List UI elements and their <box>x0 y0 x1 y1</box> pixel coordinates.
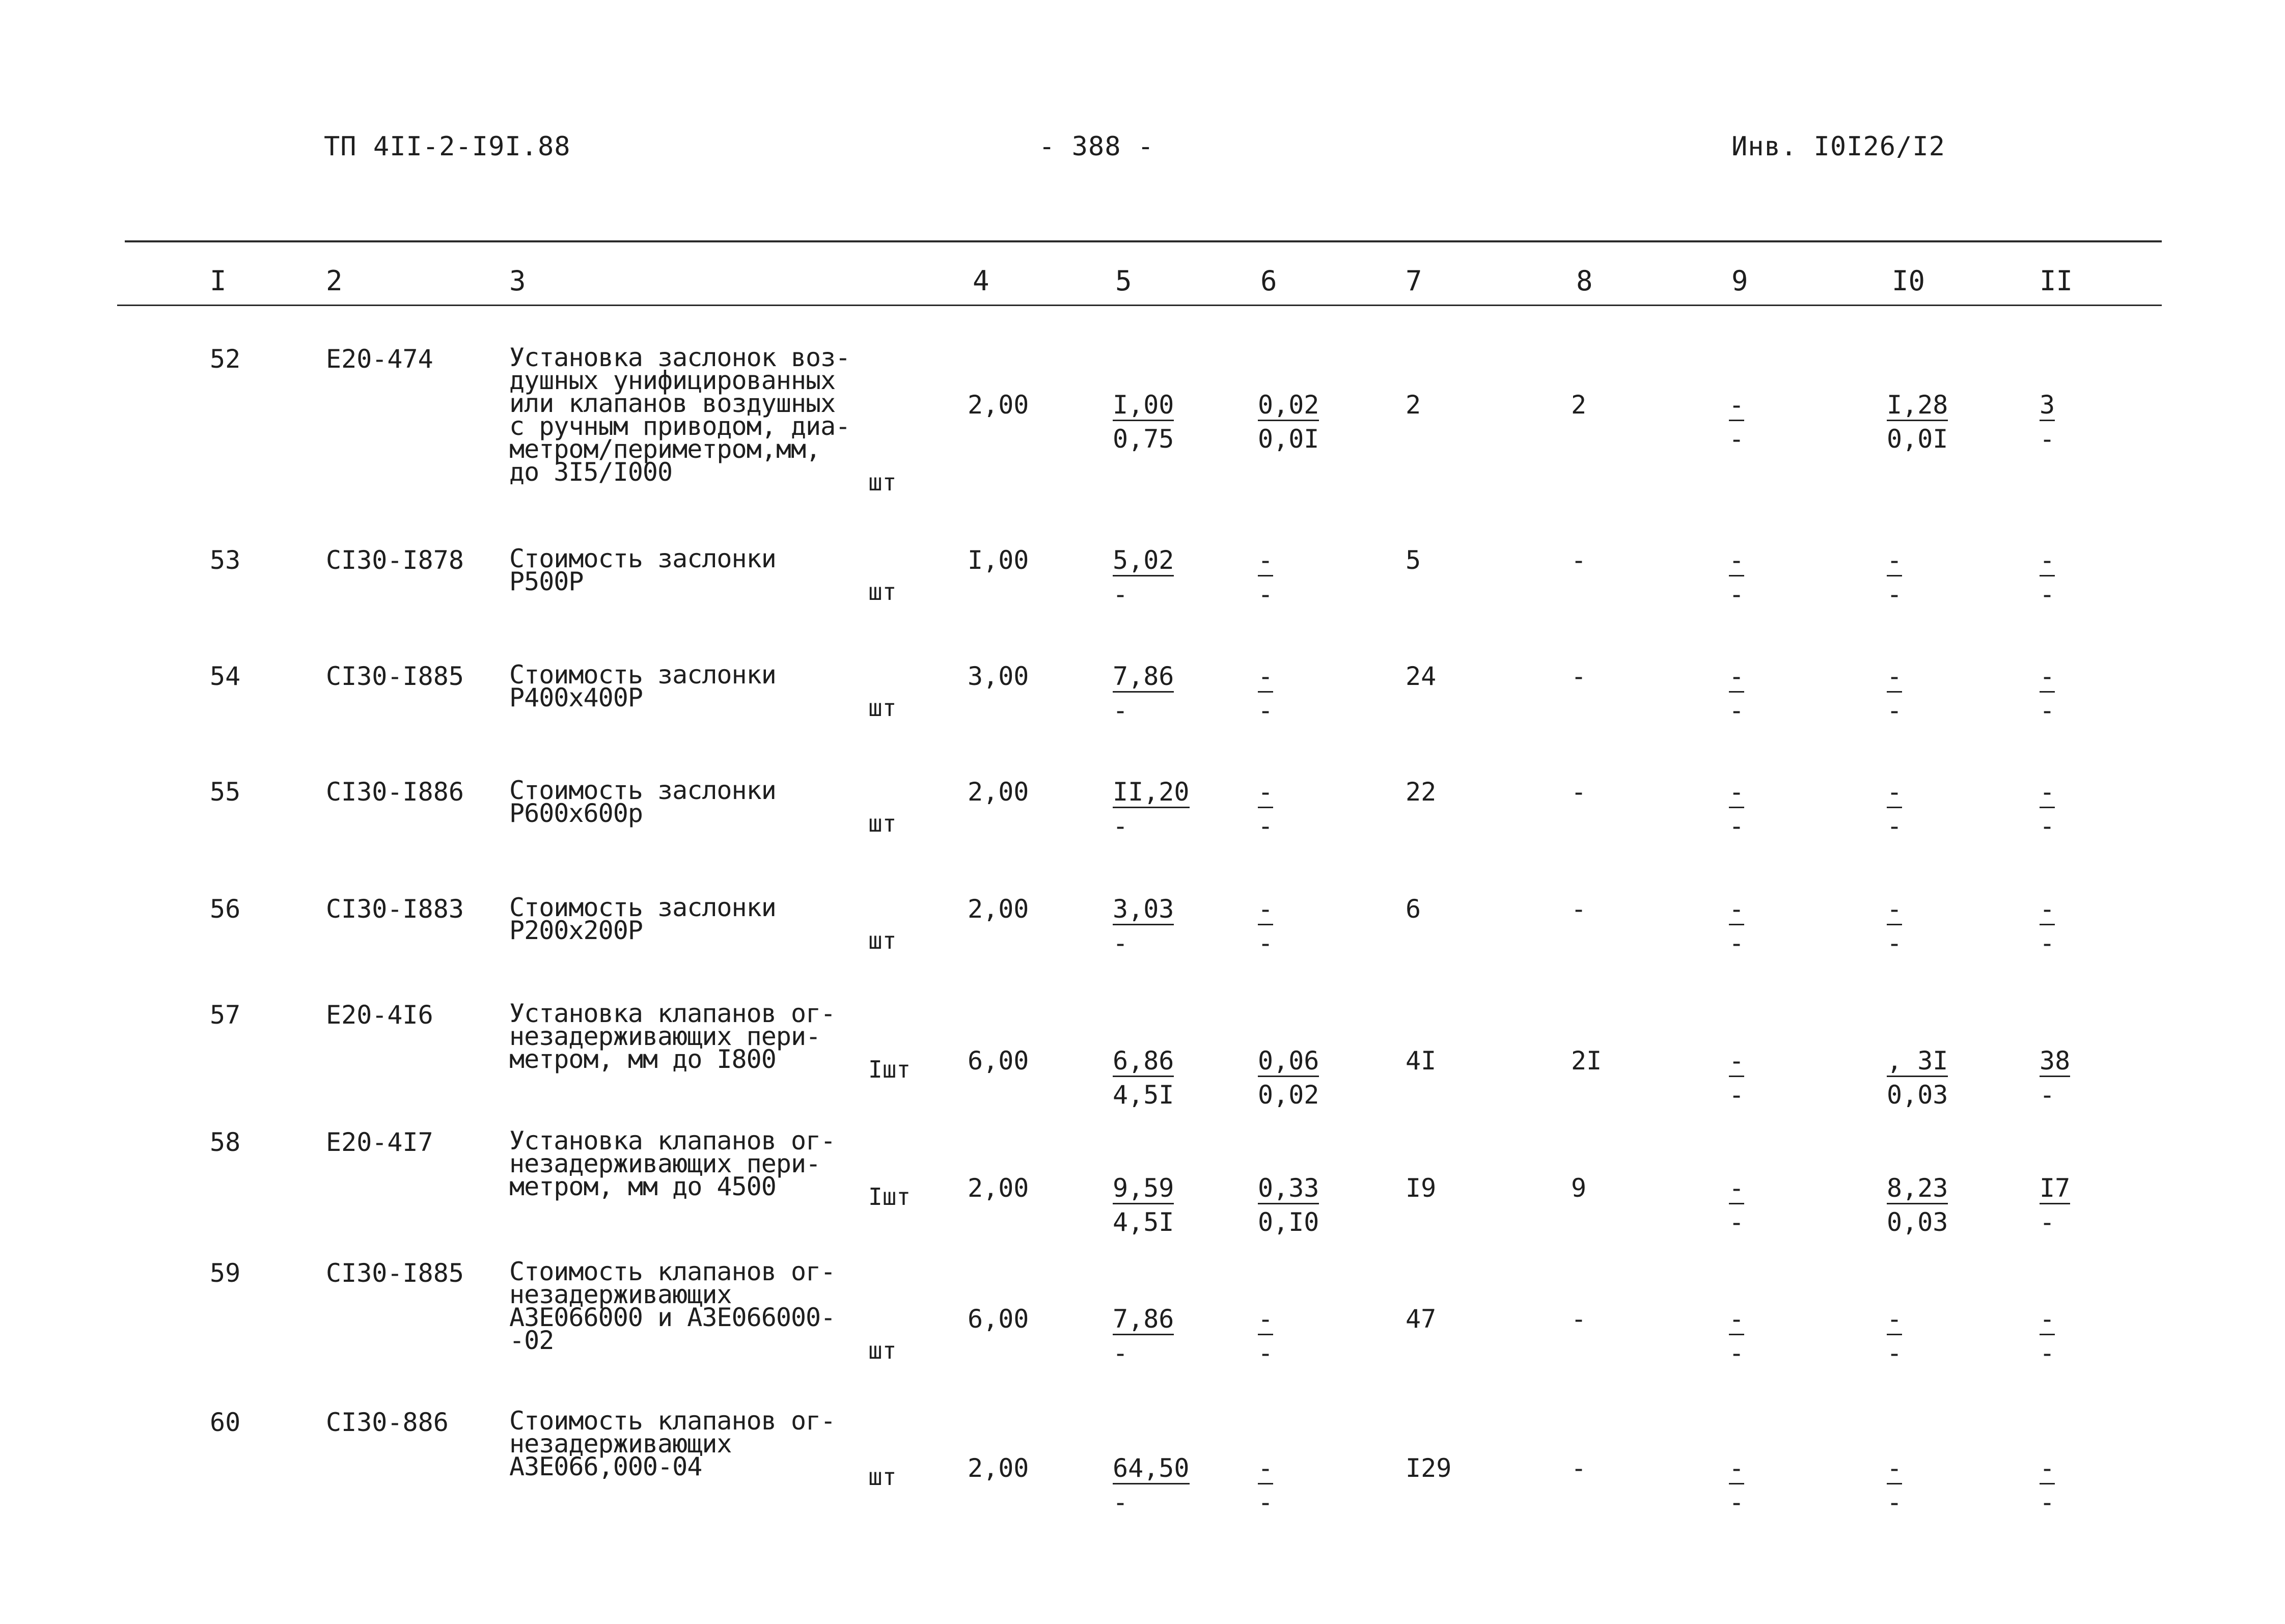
labor-total-numerator: - <box>2040 779 2055 808</box>
row-number: 53 <box>210 545 241 575</box>
column-number: I <box>210 265 227 297</box>
labor-hours-numerator: - <box>1887 779 1902 808</box>
wages-total: - <box>1571 777 1587 807</box>
unit-of-measure: шт <box>868 1337 897 1364</box>
work-description <box>509 343 850 487</box>
unit-of-measure: шт <box>868 694 897 722</box>
quantity: 3,00 <box>968 662 1029 691</box>
unit-labor-numerator: - <box>1258 664 1273 693</box>
description-line: Стоимость клапанов ог- <box>509 1257 836 1286</box>
description-line: Стоимость заслонки <box>509 544 776 573</box>
total-cost: 2 <box>1406 390 1421 420</box>
description-line: Р400х400Р <box>509 683 643 712</box>
machine-cost-denominator: - <box>1729 928 1745 958</box>
description-line: Р600х600р <box>509 799 643 828</box>
inventory-number: Инв. I0I26/I2 <box>1731 131 1945 162</box>
labor-total-denominator: - <box>2040 580 2055 609</box>
column-number: 4 <box>973 265 989 297</box>
labor-total-denominator: - <box>2040 1207 2055 1237</box>
labor-hours-denominator: - <box>1887 1338 1903 1368</box>
description-line: незадерживающих пери- <box>509 1149 821 1178</box>
price-code: Е20-4I6 <box>326 1000 433 1030</box>
labor-hours <box>1887 779 1902 839</box>
unit-cost-denominator: - <box>1113 1488 1128 1517</box>
labor-hours <box>1887 1306 1902 1366</box>
unit-cost-numerator: 6,86 <box>1113 1048 1174 1077</box>
description-line: Р500Р <box>509 567 584 596</box>
description-line: до 3I5/I000 <box>509 457 673 487</box>
column-number: 5 <box>1115 265 1132 297</box>
description-line: Установка клапанов ог- <box>509 999 836 1028</box>
unit-labor-denominator: - <box>1258 928 1274 958</box>
wages-total: - <box>1571 545 1587 575</box>
labor-total-denominator: - <box>2040 811 2055 841</box>
machine-cost-denominator: - <box>1729 1488 1745 1517</box>
unit-labor-numerator: - <box>1258 1306 1273 1335</box>
labor-total-denominator: - <box>2040 1488 2055 1517</box>
price-code: Е20-4I7 <box>326 1127 433 1157</box>
unit-of-measure: шт <box>868 578 897 605</box>
description-line: Установка заслонок воз- <box>509 343 850 372</box>
labor-total-denominator: - <box>2040 1338 2055 1368</box>
quantity: 2,00 <box>968 390 1029 420</box>
labor-hours-denominator: 0,03 <box>1887 1207 1948 1237</box>
unit-cost-numerator: 64,50 <box>1113 1455 1190 1484</box>
unit-labor <box>1258 1306 1273 1366</box>
description-line: незадерживающих пери- <box>509 1022 821 1051</box>
unit-labor <box>1258 664 1273 723</box>
total-cost: 4I <box>1406 1046 1437 1076</box>
labor-total <box>2040 1306 2055 1366</box>
machine-cost <box>1729 392 1744 452</box>
total-cost: I29 <box>1406 1453 1452 1483</box>
unit-labor <box>1258 392 1319 452</box>
unit-labor <box>1258 779 1273 839</box>
unit-of-measure: Iшт <box>868 1183 911 1210</box>
unit-cost-denominator: - <box>1113 1338 1128 1368</box>
labor-hours-numerator: - <box>1887 1306 1902 1335</box>
unit-cost <box>1113 1455 1190 1515</box>
row-number: 52 <box>210 344 241 374</box>
wages-total: - <box>1571 1304 1587 1334</box>
machine-cost <box>1729 779 1744 839</box>
unit-cost <box>1113 896 1174 956</box>
unit-labor-numerator: - <box>1258 1455 1273 1484</box>
labor-total <box>2040 547 2055 607</box>
description-line: АЗЕ066,000-04 <box>509 1452 702 1481</box>
description-line: незадерживающих <box>509 1429 732 1458</box>
unit-cost-numerator: 7,86 <box>1113 1306 1174 1335</box>
machine-cost-numerator: - <box>1729 392 1744 421</box>
labor-total-numerator: 3 <box>2040 392 2055 421</box>
machine-cost-denominator: - <box>1729 1080 1745 1110</box>
unit-labor-numerator: 0,33 <box>1258 1175 1319 1204</box>
quantity: 2,00 <box>968 1453 1029 1483</box>
labor-total-denominator: - <box>2040 424 2055 454</box>
unit-labor-numerator: - <box>1258 779 1273 808</box>
price-code: Е20-474 <box>326 344 433 374</box>
unit-of-measure: шт <box>868 927 897 954</box>
unit-cost-denominator: - <box>1113 811 1128 841</box>
unit-cost <box>1113 1306 1174 1366</box>
wages-total: 2 <box>1571 390 1587 420</box>
labor-total-denominator: - <box>2040 1080 2055 1110</box>
machine-cost-denominator: - <box>1729 1338 1745 1368</box>
unit-cost-denominator: - <box>1113 696 1128 725</box>
machine-cost-numerator: - <box>1729 1455 1744 1484</box>
unit-of-measure: шт <box>868 469 897 496</box>
unit-cost-denominator: 4,5I <box>1113 1207 1174 1237</box>
unit-cost-numerator: 3,03 <box>1113 896 1174 925</box>
description-line: Установка клапанов ог- <box>509 1126 836 1155</box>
labor-hours <box>1887 392 1948 452</box>
wages-total: 9 <box>1571 1173 1587 1203</box>
column-number: 6 <box>1260 265 1277 297</box>
labor-hours-numerator: - <box>1887 547 1902 576</box>
total-cost: 5 <box>1406 545 1421 575</box>
labor-total <box>2040 779 2055 839</box>
unit-cost <box>1113 779 1190 839</box>
total-cost: 22 <box>1406 777 1437 807</box>
document-code: ТП 4II-2-I9I.88 <box>324 131 571 162</box>
unit-of-measure: Iшт <box>868 1056 911 1083</box>
labor-hours <box>1887 547 1902 607</box>
description-line: метром/периметром,мм, <box>509 434 821 464</box>
wages-total: - <box>1571 894 1587 924</box>
machine-cost-numerator: - <box>1729 779 1744 808</box>
description-line: душных унифицированных <box>509 366 836 395</box>
total-cost: 6 <box>1406 894 1421 924</box>
unit-labor <box>1258 1175 1319 1235</box>
work-description <box>509 660 776 712</box>
page-number: - 388 - <box>1039 131 1154 162</box>
unit-labor <box>1258 896 1273 956</box>
column-number: 2 <box>326 265 343 297</box>
description-line: или клапанов воздушных <box>509 389 836 418</box>
machine-cost-numerator: - <box>1729 896 1744 925</box>
machine-cost-numerator: - <box>1729 664 1744 693</box>
total-cost: 24 <box>1406 662 1437 691</box>
work-description <box>509 893 776 945</box>
description-line: незадерживающих <box>509 1280 732 1309</box>
unit-labor-numerator: 0,02 <box>1258 392 1319 421</box>
work-description <box>509 1406 836 1481</box>
labor-hours-numerator: I,28 <box>1887 392 1948 421</box>
row-number: 58 <box>210 1127 241 1157</box>
labor-total <box>2040 392 2055 452</box>
description-line: метром, мм до I800 <box>509 1044 776 1074</box>
total-cost: I9 <box>1406 1173 1437 1203</box>
column-number: 3 <box>509 265 526 297</box>
labor-hours-numerator: , 3I <box>1887 1048 1948 1077</box>
row-number: 59 <box>210 1258 241 1288</box>
unit-cost <box>1113 1048 1174 1108</box>
machine-cost-numerator: - <box>1729 547 1744 576</box>
unit-cost <box>1113 664 1174 723</box>
quantity: 2,00 <box>968 1173 1029 1203</box>
unit-labor <box>1258 1455 1273 1515</box>
price-code: СI30-I883 <box>326 894 464 924</box>
unit-labor-denominator: - <box>1258 580 1274 609</box>
machine-cost-denominator: - <box>1729 1207 1745 1237</box>
description-line: АЗЕ066000 и АЗЕ066000- <box>509 1303 836 1332</box>
description-line: Стоимость заслонки <box>509 893 776 922</box>
table-top-rule <box>125 240 2162 242</box>
work-description <box>509 1257 836 1355</box>
quantity: 6,00 <box>968 1046 1029 1076</box>
unit-labor-denominator: 0,0I <box>1258 424 1319 454</box>
machine-cost-denominator: - <box>1729 424 1745 454</box>
labor-hours-denominator: - <box>1887 580 1903 609</box>
work-description <box>509 776 776 828</box>
description-line: Стоимость заслонки <box>509 660 776 690</box>
labor-total <box>2040 896 2055 956</box>
labor-hours <box>1887 1455 1902 1515</box>
unit-labor-numerator: 0,06 <box>1258 1048 1319 1077</box>
unit-cost <box>1113 1175 1174 1235</box>
labor-hours-denominator: - <box>1887 696 1903 725</box>
row-number: 57 <box>210 1000 241 1030</box>
machine-cost-denominator: - <box>1729 696 1745 725</box>
quantity: 2,00 <box>968 894 1029 924</box>
machine-cost <box>1729 664 1744 723</box>
description-line: Стоимость заслонки <box>509 776 776 805</box>
description-line: метром, мм до 4500 <box>509 1172 776 1201</box>
wages-total: - <box>1571 662 1587 691</box>
row-number: 55 <box>210 777 241 807</box>
unit-cost-numerator: 7,86 <box>1113 664 1174 693</box>
quantity: 6,00 <box>968 1304 1029 1334</box>
total-cost: 47 <box>1406 1304 1437 1334</box>
unit-of-measure: шт <box>868 810 897 837</box>
labor-total-numerator: - <box>2040 664 2055 693</box>
labor-hours <box>1887 664 1902 723</box>
labor-hours-denominator: - <box>1887 1488 1903 1517</box>
row-number: 54 <box>210 662 241 691</box>
labor-hours-denominator: 0,03 <box>1887 1080 1948 1110</box>
labor-total-numerator: I7 <box>2040 1175 2070 1204</box>
price-code: СI30-I878 <box>326 545 464 575</box>
unit-cost-denominator: 0,75 <box>1113 424 1174 454</box>
labor-hours <box>1887 1048 1948 1108</box>
unit-cost-denominator: - <box>1113 580 1128 609</box>
machine-cost <box>1729 896 1744 956</box>
unit-cost-numerator: 5,02 <box>1113 547 1174 576</box>
price-code: СI30-I886 <box>326 777 464 807</box>
labor-hours-denominator: - <box>1887 928 1903 958</box>
column-number: II <box>2040 265 2073 297</box>
labor-hours <box>1887 1175 1948 1235</box>
machine-cost <box>1729 1048 1744 1108</box>
work-description <box>509 544 776 596</box>
machine-cost-denominator: - <box>1729 580 1745 609</box>
work-description <box>509 999 836 1074</box>
labor-total-numerator: - <box>2040 1455 2055 1484</box>
unit-cost-numerator: II,20 <box>1113 779 1190 808</box>
labor-total <box>2040 1455 2055 1515</box>
price-code: СI30-886 <box>326 1408 449 1437</box>
row-number: 60 <box>210 1408 241 1437</box>
column-number: 9 <box>1731 265 1748 297</box>
machine-cost <box>1729 1455 1744 1515</box>
price-code: СI30-I885 <box>326 662 464 691</box>
machine-cost-denominator: - <box>1729 811 1745 841</box>
unit-labor-numerator: - <box>1258 896 1273 925</box>
labor-hours-denominator: 0,0I <box>1887 424 1948 454</box>
labor-total-denominator: - <box>2040 928 2055 958</box>
labor-total-numerator: - <box>2040 1306 2055 1335</box>
description-line: -02 <box>509 1326 554 1355</box>
machine-cost <box>1729 1175 1744 1235</box>
unit-cost-denominator: - <box>1113 928 1128 958</box>
unit-labor-denominator: - <box>1258 1488 1274 1517</box>
labor-hours-numerator: - <box>1887 896 1902 925</box>
quantity: I,00 <box>968 545 1029 575</box>
unit-labor <box>1258 1048 1319 1108</box>
column-number: I0 <box>1892 265 1925 297</box>
unit-of-measure: шт <box>868 1463 897 1491</box>
unit-cost-denominator: 4,5I <box>1113 1080 1174 1110</box>
labor-total <box>2040 664 2055 723</box>
machine-cost <box>1729 1306 1744 1366</box>
wages-total: - <box>1571 1453 1587 1483</box>
labor-total-numerator: - <box>2040 547 2055 576</box>
labor-hours <box>1887 896 1902 956</box>
labor-total-numerator: - <box>2040 896 2055 925</box>
table-header-rule <box>117 305 2162 306</box>
unit-cost-numerator: 9,59 <box>1113 1175 1174 1204</box>
unit-labor-denominator: 0,02 <box>1258 1080 1319 1110</box>
labor-total-numerator: 38 <box>2040 1048 2070 1077</box>
labor-total <box>2040 1175 2070 1235</box>
work-description <box>509 1126 836 1201</box>
wages-total: 2I <box>1571 1046 1602 1076</box>
unit-labor-numerator: - <box>1258 547 1273 576</box>
unit-labor-denominator: - <box>1258 1338 1274 1368</box>
unit-labor <box>1258 547 1273 607</box>
labor-hours-numerator: - <box>1887 1455 1902 1484</box>
unit-labor-denominator: - <box>1258 696 1274 725</box>
labor-total-denominator: - <box>2040 696 2055 725</box>
machine-cost-numerator: - <box>1729 1048 1744 1077</box>
column-number: 8 <box>1576 265 1593 297</box>
description-line: Р200х200Р <box>509 916 643 945</box>
description-line: с ручным приводом, диа- <box>509 411 850 441</box>
price-code: СI30-I885 <box>326 1258 464 1288</box>
machine-cost <box>1729 547 1744 607</box>
description-line: Стоимость клапанов ог- <box>509 1406 836 1436</box>
unit-labor-denominator: 0,I0 <box>1258 1207 1319 1237</box>
labor-total <box>2040 1048 2070 1108</box>
machine-cost-numerator: - <box>1729 1175 1744 1204</box>
unit-cost <box>1113 547 1174 607</box>
unit-cost-numerator: I,00 <box>1113 392 1174 421</box>
labor-hours-denominator: - <box>1887 811 1903 841</box>
row-number: 56 <box>210 894 241 924</box>
labor-hours-numerator: - <box>1887 664 1902 693</box>
column-number: 7 <box>1406 265 1422 297</box>
labor-hours-numerator: 8,23 <box>1887 1175 1948 1204</box>
unit-cost <box>1113 392 1174 452</box>
machine-cost-numerator: - <box>1729 1306 1744 1335</box>
quantity: 2,00 <box>968 777 1029 807</box>
unit-labor-denominator: - <box>1258 811 1274 841</box>
